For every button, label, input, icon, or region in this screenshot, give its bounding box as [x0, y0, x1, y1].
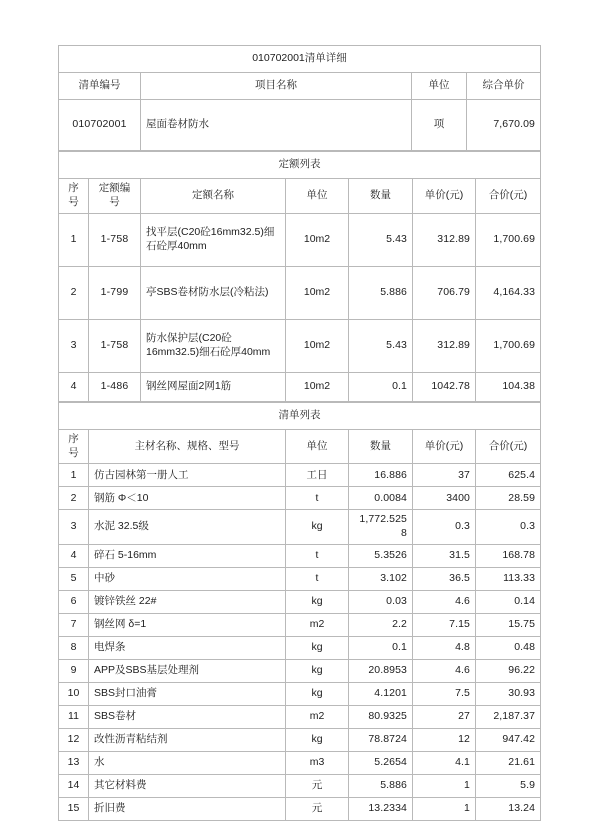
material-unit: t	[286, 487, 349, 510]
material-name: 仿古园林第一册人工	[89, 464, 286, 487]
quota-section-title: 定额列表	[59, 152, 541, 179]
material-price: 1	[413, 798, 476, 821]
quota-price: 312.89	[413, 319, 476, 372]
bill-item-name-value: 屋面卷材防水	[141, 100, 412, 151]
table-row	[59, 568, 541, 591]
quota-price: 312.89	[413, 213, 476, 266]
quota-qty: 5.43	[349, 319, 413, 372]
material-qty: 4.1201	[349, 683, 413, 706]
material-unit: kg	[286, 660, 349, 683]
material-name: 折旧费	[89, 798, 286, 821]
material-price: 4.6	[413, 660, 476, 683]
material-total: 113.33	[476, 568, 541, 591]
quota-index: 1	[59, 213, 89, 266]
document-title-row	[59, 46, 541, 73]
material-section-title-row	[59, 402, 541, 429]
quota-unit: 10m2	[286, 213, 349, 266]
material-section-title: 清单列表	[59, 402, 541, 429]
material-qty: 0.03	[349, 591, 413, 614]
col-header-quota-total: 合价(元)	[476, 179, 541, 214]
material-total: 96.22	[476, 660, 541, 683]
material-price: 12	[413, 729, 476, 752]
quota-total: 4,164.33	[476, 266, 541, 319]
material-qty: 80.9325	[349, 706, 413, 729]
material-qty: 1,772.5258	[349, 510, 413, 545]
material-unit: t	[286, 568, 349, 591]
table-row	[59, 464, 541, 487]
bill-code-value: 010702001	[59, 100, 141, 151]
material-unit: m2	[286, 614, 349, 637]
material-index: 7	[59, 614, 89, 637]
col-header-unit-price: 综合单价	[467, 73, 541, 100]
material-total: 0.48	[476, 637, 541, 660]
table-row	[59, 372, 541, 401]
material-list-table	[58, 402, 541, 821]
quota-price: 706.79	[413, 266, 476, 319]
material-total: 5.9	[476, 775, 541, 798]
material-total: 168.78	[476, 545, 541, 568]
material-name: 水	[89, 752, 286, 775]
material-price: 1	[413, 775, 476, 798]
material-unit: kg	[286, 637, 349, 660]
material-name: SBS封口油膏	[89, 683, 286, 706]
table-row	[59, 213, 541, 266]
detail-sheet	[58, 45, 540, 821]
material-unit: t	[286, 545, 349, 568]
material-total: 0.3	[476, 510, 541, 545]
material-unit: 元	[286, 798, 349, 821]
material-total: 625.4	[476, 464, 541, 487]
col-header-material-unit: 单位	[286, 429, 349, 464]
col-header-material-price: 单价(元)	[413, 429, 476, 464]
material-name: 水泥 32.5级	[89, 510, 286, 545]
table-row	[59, 660, 541, 683]
material-index: 6	[59, 591, 89, 614]
quota-code: 1-799	[89, 266, 141, 319]
material-index: 1	[59, 464, 89, 487]
material-qty: 0.0084	[349, 487, 413, 510]
material-total: 13.24	[476, 798, 541, 821]
quota-qty: 5.43	[349, 213, 413, 266]
col-header-material-name: 主材名称、规格、型号	[89, 429, 286, 464]
material-qty: 78.8724	[349, 729, 413, 752]
material-index: 10	[59, 683, 89, 706]
material-name: 钢筋 Φ＜10	[89, 487, 286, 510]
material-price: 4.1	[413, 752, 476, 775]
material-qty: 2.2	[349, 614, 413, 637]
material-price: 7.15	[413, 614, 476, 637]
material-index: 9	[59, 660, 89, 683]
quota-index: 3	[59, 319, 89, 372]
material-qty: 20.8953	[349, 660, 413, 683]
material-total: 2,187.37	[476, 706, 541, 729]
bill-header-row	[59, 73, 541, 100]
bill-summary-table	[58, 45, 541, 151]
material-index: 11	[59, 706, 89, 729]
col-header-bill-code: 清单编号	[59, 73, 141, 100]
material-index: 15	[59, 798, 89, 821]
material-name: SBS卷材	[89, 706, 286, 729]
material-total: 30.93	[476, 683, 541, 706]
material-name: 钢丝网 δ=1	[89, 614, 286, 637]
material-unit: kg	[286, 510, 349, 545]
material-name: 中砂	[89, 568, 286, 591]
material-price: 7.5	[413, 683, 476, 706]
material-qty: 16.886	[349, 464, 413, 487]
material-total: 21.61	[476, 752, 541, 775]
quota-qty: 0.1	[349, 372, 413, 401]
material-total: 0.14	[476, 591, 541, 614]
quota-section-title-row	[59, 152, 541, 179]
material-header-row	[59, 429, 541, 464]
quota-code: 1-758	[89, 213, 141, 266]
col-header-quota-code: 定额编号	[89, 179, 141, 214]
material-index: 8	[59, 637, 89, 660]
quota-total: 104.38	[476, 372, 541, 401]
material-total: 15.75	[476, 614, 541, 637]
quota-index: 2	[59, 266, 89, 319]
table-row	[59, 100, 541, 151]
col-header-quota-qty: 数量	[349, 179, 413, 214]
quota-name: 防水保护层(C20砼16mm32.5)细石砼厚40mm	[141, 319, 286, 372]
material-price: 0.3	[413, 510, 476, 545]
material-index: 5	[59, 568, 89, 591]
material-price: 3400	[413, 487, 476, 510]
material-unit: kg	[286, 729, 349, 752]
col-header-quota-price: 单价(元)	[413, 179, 476, 214]
material-name: 镀锌铁丝 22#	[89, 591, 286, 614]
table-row	[59, 729, 541, 752]
material-price: 4.8	[413, 637, 476, 660]
quota-total: 1,700.69	[476, 213, 541, 266]
material-unit: 元	[286, 775, 349, 798]
table-row	[59, 545, 541, 568]
material-qty: 13.2334	[349, 798, 413, 821]
quota-name: 找平层(C20砼16mm32.5)细石砼厚40mm	[141, 213, 286, 266]
quota-name: 钢丝网屋面2网1筋	[141, 372, 286, 401]
quota-qty: 5.886	[349, 266, 413, 319]
quota-unit: 10m2	[286, 266, 349, 319]
material-total: 947.42	[476, 729, 541, 752]
material-qty: 5.2654	[349, 752, 413, 775]
col-header-unit: 单位	[412, 73, 467, 100]
table-row	[59, 798, 541, 821]
col-header-quota-name: 定额名称	[141, 179, 286, 214]
page-title: 010702001清单详细	[59, 46, 541, 73]
col-header-item-name: 项目名称	[141, 73, 412, 100]
material-price: 31.5	[413, 545, 476, 568]
quota-header-row	[59, 179, 541, 214]
quota-name: 亭SBS卷材防水层(冷粘法)	[141, 266, 286, 319]
material-price: 37	[413, 464, 476, 487]
material-price: 36.5	[413, 568, 476, 591]
bill-unit-value: 项	[412, 100, 467, 151]
col-header-quota-index: 序号	[59, 179, 89, 214]
material-qty: 5.886	[349, 775, 413, 798]
material-price: 4.6	[413, 591, 476, 614]
material-index: 13	[59, 752, 89, 775]
quota-code: 1-758	[89, 319, 141, 372]
quota-list-table	[58, 151, 541, 402]
table-row	[59, 752, 541, 775]
material-name: 电焊条	[89, 637, 286, 660]
table-row	[59, 266, 541, 319]
quota-unit: 10m2	[286, 319, 349, 372]
quota-total: 1,700.69	[476, 319, 541, 372]
material-index: 14	[59, 775, 89, 798]
material-qty: 0.1	[349, 637, 413, 660]
col-header-quota-unit: 单位	[286, 179, 349, 214]
material-qty: 3.102	[349, 568, 413, 591]
material-name: 改性沥青粘结剂	[89, 729, 286, 752]
quota-index: 4	[59, 372, 89, 401]
material-unit: m2	[286, 706, 349, 729]
bill-unit-price-value: 7,670.09	[467, 100, 541, 151]
table-row	[59, 319, 541, 372]
material-total: 28.59	[476, 487, 541, 510]
table-row	[59, 775, 541, 798]
material-index: 2	[59, 487, 89, 510]
quota-code: 1-486	[89, 372, 141, 401]
table-row	[59, 614, 541, 637]
material-unit: kg	[286, 683, 349, 706]
col-header-material-total: 合价(元)	[476, 429, 541, 464]
material-price: 27	[413, 706, 476, 729]
table-row	[59, 487, 541, 510]
table-row	[59, 683, 541, 706]
material-unit: m3	[286, 752, 349, 775]
material-unit: kg	[286, 591, 349, 614]
table-row	[59, 510, 541, 545]
material-index: 3	[59, 510, 89, 545]
material-qty: 5.3526	[349, 545, 413, 568]
material-name: APP及SBS基层处理剂	[89, 660, 286, 683]
quota-unit: 10m2	[286, 372, 349, 401]
material-name: 其它材料费	[89, 775, 286, 798]
material-index: 12	[59, 729, 89, 752]
col-header-material-index: 序号	[59, 429, 89, 464]
table-row	[59, 637, 541, 660]
col-header-material-qty: 数量	[349, 429, 413, 464]
table-row	[59, 706, 541, 729]
material-unit: 工日	[286, 464, 349, 487]
material-index: 4	[59, 545, 89, 568]
quota-price: 1042.78	[413, 372, 476, 401]
table-row	[59, 591, 541, 614]
material-name: 碎石 5-16mm	[89, 545, 286, 568]
